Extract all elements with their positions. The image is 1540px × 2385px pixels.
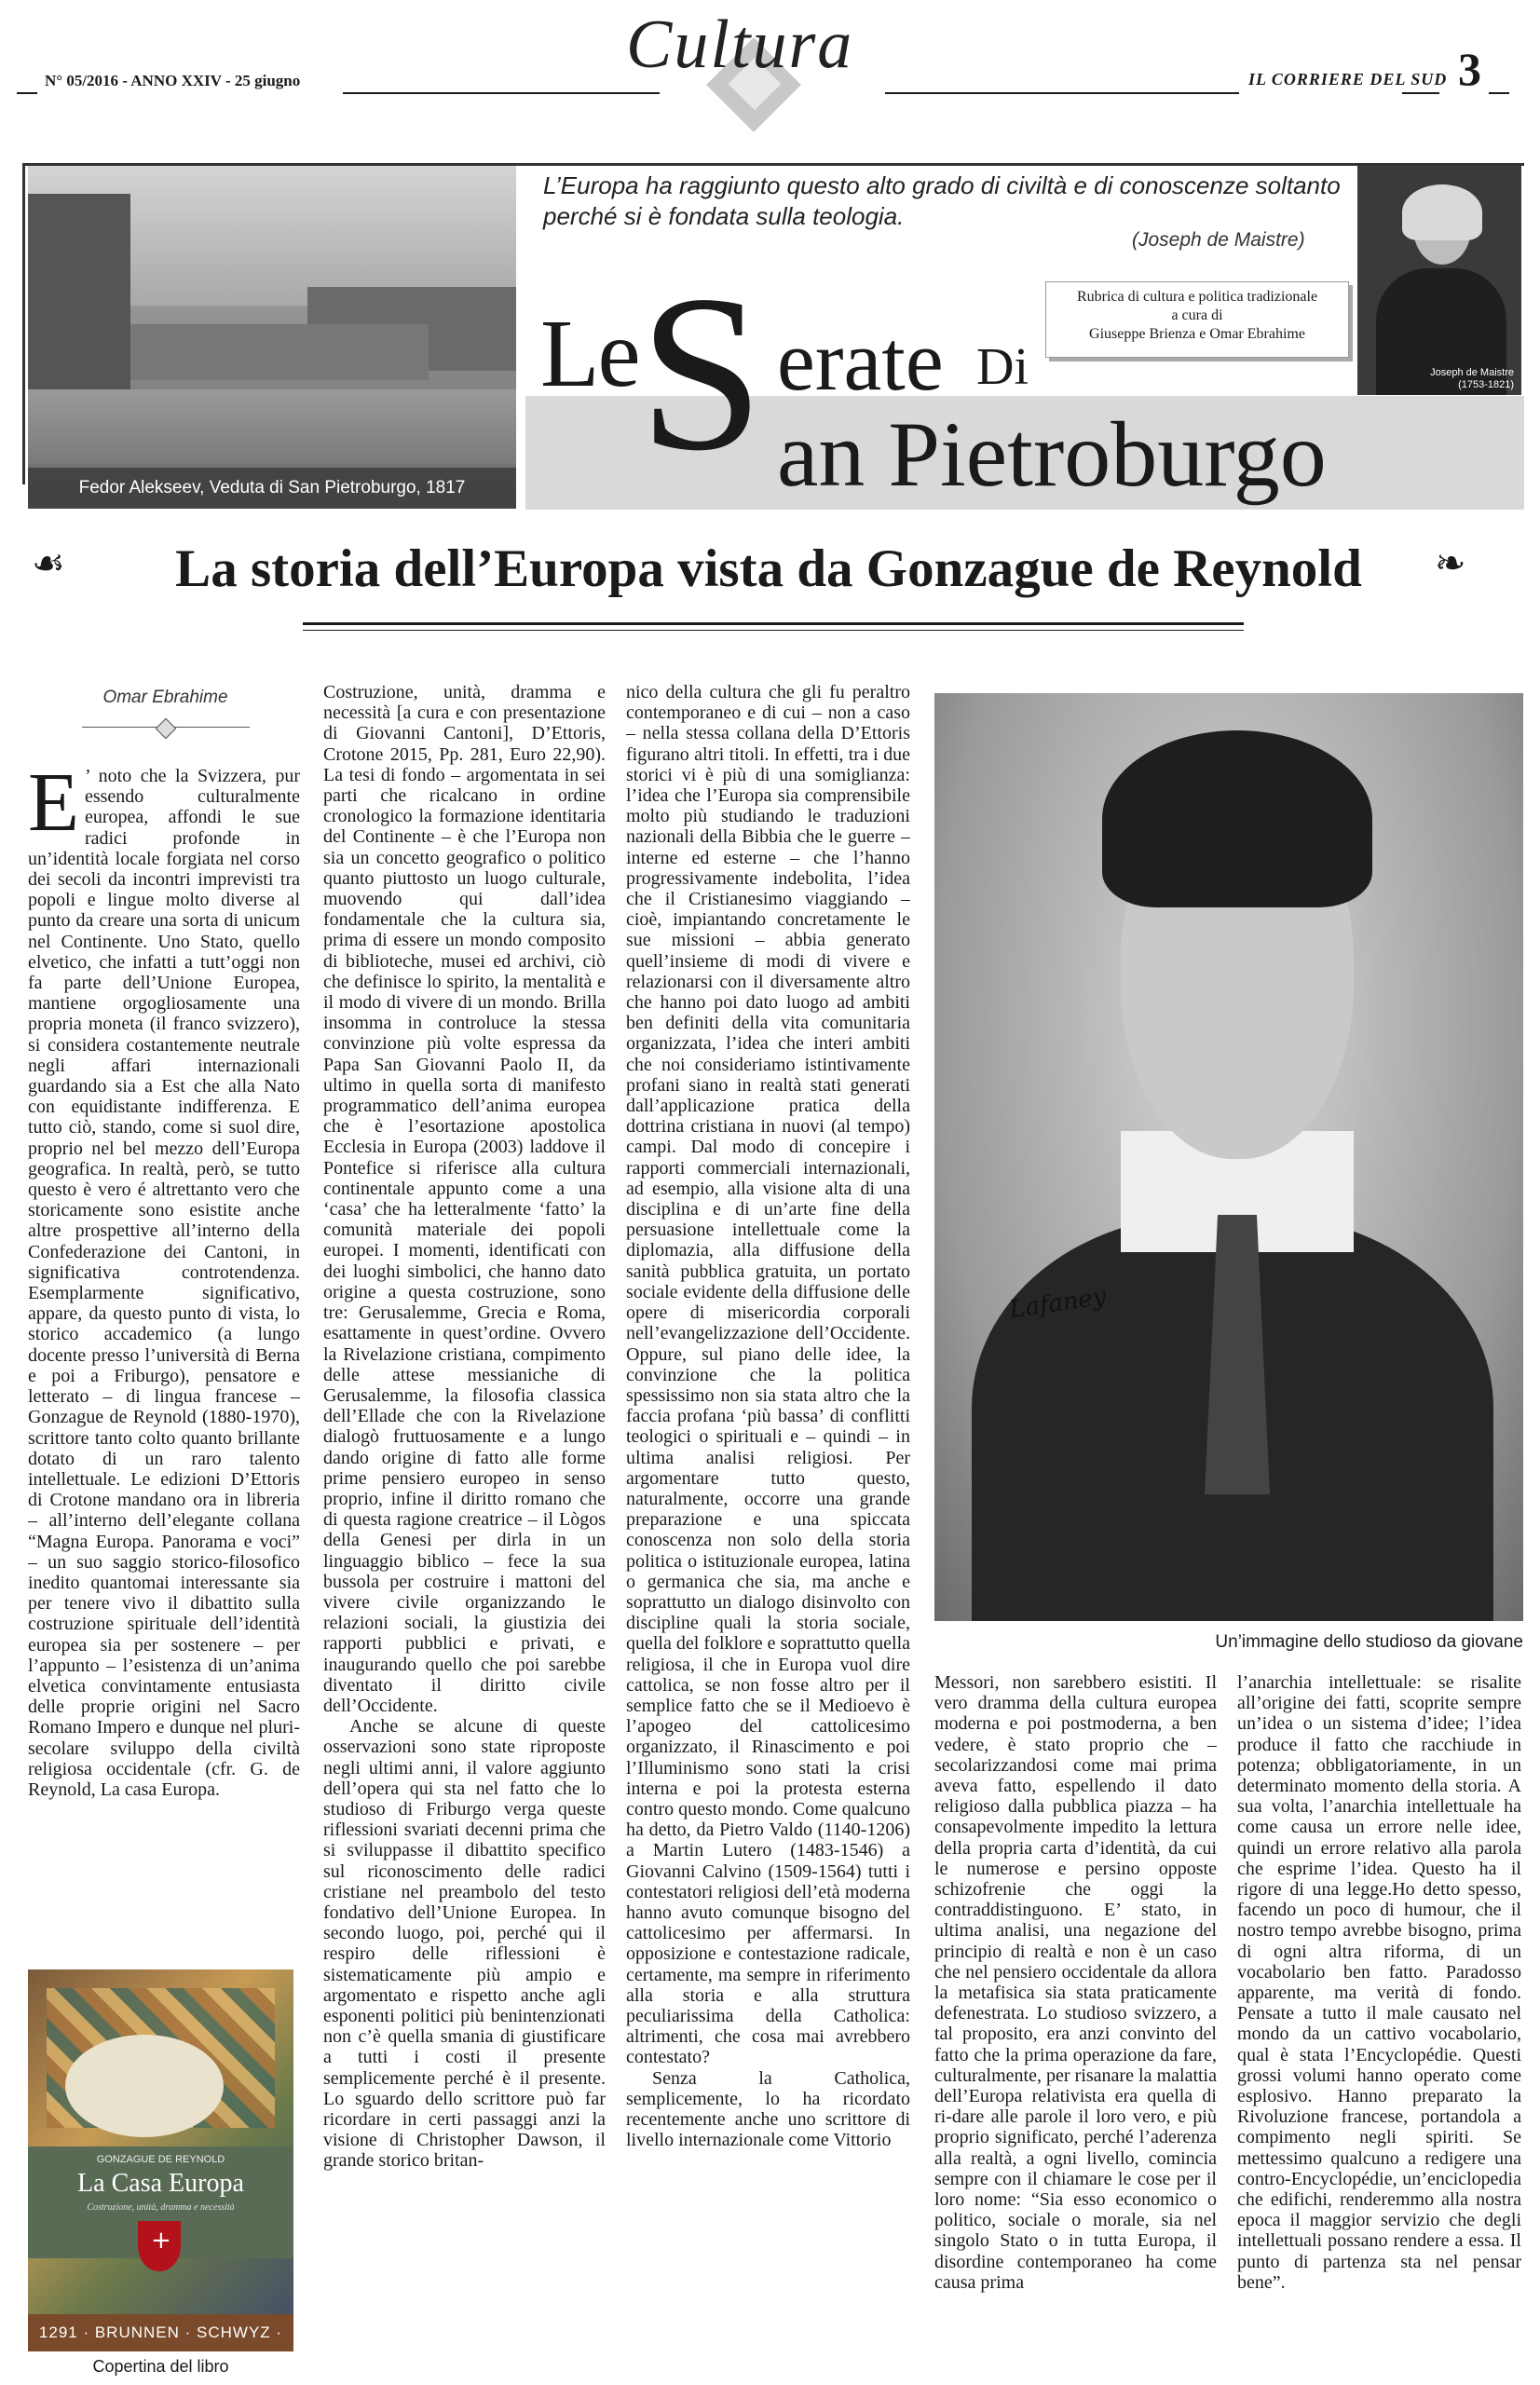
- book-caption: Copertina del libro: [92, 2357, 229, 2376]
- newspaper-name: IL CORRIERE DEL SUD: [1248, 70, 1448, 89]
- book-subtitle: Costruzione, unità, dramma e necessità: [87, 2202, 235, 2213]
- banner-left-rule: [22, 163, 25, 484]
- portrait-caption-years: (1753-1821): [1458, 379, 1514, 390]
- book-author: GONZAGUE DE REYNOLD: [96, 2154, 225, 2165]
- article-headline: La storia dell’Europa vista da Gonzague de Reynold: [175, 539, 1362, 598]
- column-title-le: Le: [540, 300, 639, 407]
- drop-cap: E: [28, 766, 79, 849]
- headline-rule: [303, 622, 1244, 625]
- byline-diamond-icon: [156, 718, 177, 740]
- photo-caption: Un’immagine dello studioso da giovane: [1215, 1632, 1523, 1652]
- rubrica-line-1: Rubrica di cultura e politica tradizionale: [1076, 289, 1318, 305]
- headline-rule-thin: [303, 630, 1244, 631]
- book-bottom-band: 1291 · BRUNNEN · SCHWYZ ·: [28, 2314, 293, 2351]
- author-byline: Omar Ebrahime: [102, 688, 228, 707]
- rubrica-line-3: Giuseppe Brienza e Omar Ebrahime: [1089, 326, 1305, 342]
- epigraph-author: (Joseph de Maistre): [1132, 229, 1305, 251]
- article-column-4: [934, 1672, 1217, 2371]
- column-1-paragraph: ’ noto che la Svizzera, pur essendo culturalmente europea, affondi le sue radici profonde in un’identità locale forgiata nel corso dei secoli da incontri imprevisti tra popoli e lingue molto diverse al punto da creare una sorta di unicum nel Continente. Uno Stato, quello elvetico, che infatti a tutt’oggi non fa parte dell’Unione Europea, mantiene orgogliosamente una propria moneta (il franco svizzero), si considera costantemente neutrale negli affari internazionali guardando sia a Est che alla Nato con equidistante indifferenza. E tutto ciò, stando, come si suol dire, proprio nel bel mezzo dell’Europa geografica. In realtà, però, se tutto questo è vero é altrettanto vero che storicamente sono esistite anche altre prospettive all’interno della Confederazione dei Cantoni, in significativa controtendenza. Esemplarmente significativo, appare, da questo punto di vista, lo storico accademico (a lungo docente presso l’università di Berna e poi a Friburgo), pensatore e letterato – di lingua francese – Gonzague de Reynold (1880-1970), scrittore tanto colto quanto brillante dotato di un raro talento intellettuale. Le edizioni D’Ettoris di Crotone mandano ora in libreria – all’interno dell’elegante collana “Magna Europa. Panorama e voci” – un suo saggio storico-filosofico inedito quantomai interessante sia per tenere vivo il dibattito sulla costruzione spirituale dell’identità europea sia per sostenere – per l’appunto – l’esistenza di un’anima elvetica convintamente entusiasta delle proprie origini nel Sacro Romano Impero e dunque nel pluri-secolare sviluppo della civiltà religiosa occidentale (cfr. G. de Reynold, La casa Europa.: [28, 766, 300, 1800]
- article-column-2: [323, 682, 606, 2368]
- ornament-right-icon: ❧: [1435, 542, 1466, 585]
- article-column-5: [1237, 1672, 1521, 2371]
- header-rule-mid-right: [885, 92, 1239, 94]
- header-rule-end: [1489, 92, 1509, 94]
- article-column-3: [626, 682, 910, 2368]
- book-title: La Casa Europa: [77, 2169, 244, 2198]
- page-number: 3: [1458, 43, 1481, 95]
- column-title-di: Di: [976, 338, 1029, 396]
- column-2-paragraph-1: Costruzione, unità, dramma e necessità [a cura e con presentazione di Giovanni Cantoni], D’Ettoris, Crotone 2015, Pp. 281, Euro 22,90). La tesi di fondo – argomentata in sei parti che ricalcano in ordine cronologico la formazione identitaria del Continente – è che l’Europa non sia un concetto geografico o politico quanto piuttosto un luogo culturale, muovendo qui dall’idea fondamentale che la cultura sia, prima di essere un mondo composito di biblioteche, musei ed archivi, ciò che definisce lo spirito, la mentalità e il modo di vivere di un mondo. Brilla insomma in controluce la stessa convinzione più volte espressa da Papa San Giovanni Paolo II, da ultimo in quella sorta di manifesto programmatico dell’anima europea che è l’esortazione apostolica Ecclesia in Europa (2003) laddove il Pontefice si riferisce alla cultura continentale appunto come a una ‘casa’ che ha letteralmente ‘fatto’ la comunità materiale dei popoli europei. I momenti, identificati con dei luoghi simbolici, che hanno dato origine a questa costruzione, sono tre: Gerusalemme, Grecia e Roma, esattamente in quest’ordine. Ovvero la Rivelazione cristiana, compimento delle attese messianiche di Gerusalemme, la filosofia classica dell’Ellade che con la Rivelazione dialogò fruttuosamente e a lungo dando origine di fatto alle forme prime pensiero europeo in senso proprio, infine il diritto romano che di questa ragione creatrice – il Lògos della Genesi per dirla in un linguaggio biblico – fece la sua bussola per costruire i mattoni del vivere civile organizzando le relazioni sociali, la giustizia dei rapporti pubblici e privati, e inaugurando quello che poi sarebbe diventato il diritto civile dell’Occidente.: [323, 682, 606, 1716]
- column-title-initial: S: [639, 249, 764, 497]
- header-rule-left: [17, 92, 37, 94]
- section-title: Cultura: [626, 7, 854, 83]
- column-2-paragraph-2: Anche se alcune di queste osservazioni sono state riproposte negli ultimi anni, il valore aggiunto dell’opera qui sta nel fatto che lo studioso di Friburgo verga queste riflessioni svariati decenni prima che si sviluppasse il dibattito specifico sul riconoscimento delle radici cristiane nel preambolo del testo fondativo dell’Unione Europea. In secondo luogo, poi, perché qui il respiro delle riflessioni è sistematicamente più ampio e argomentato e rispetto anche agli esponenti politici più benintenzionati non c’è quella smania di giustificare a tutti i costi il presente semplicemente perché è il presente. Lo sguardo dello scrittore può far ricordare in certi passaggi anzi la visione di Christopher Dawson, il grande storico britan-: [323, 1716, 606, 2172]
- de-maistre-portrait: [1357, 166, 1521, 395]
- portrait-caption: [1357, 367, 1521, 391]
- section-masthead: [615, 0, 922, 154]
- painting-caption: Fedor Alekseev, Veduta di San Pietroburgo, 1817: [28, 468, 516, 509]
- ornament-left-icon: ☙: [32, 542, 65, 585]
- article-column-1: [28, 766, 300, 1949]
- portrait-caption-name: Joseph de Maistre: [1430, 367, 1514, 378]
- swiss-shield-icon: [138, 2221, 181, 2271]
- column-5-paragraph: l’anarchia intellettuale: se risalite all’origine dei fatti, scoprite sempre un’idea o un sistema d’idee; l’idea produce il fatto che racchiude in potenza; obbligatoriamente, in un determinato momento della storia. A sua volta, l’anarchia intellettuale ha come causa un errore nelle idee, quindi un errore relativo alla parola che esprime l’idea. Questo ha il rigore di una legge.Ho detto spesso, facendo un poco di humour, che il nostro tempo avrebbe bisogno, prima di ogni altra riforma, di un vocabolario ben fatto. Paradosso apparente, ma verità di fondo. Pensate a tutto il male causato nel mondo da un cattivo vocabolario, qual è stata l’Encyclopédie. Questi grossi volumi hanno operato come esplosivo. Hanno preparato la Rivoluzione francese, portandola a compimento negli spiriti. Se mettessimo qualcuno a redigere una contro-Encyclopédie, un’enciclopedia che edifichi, renderemmo alla nostra epoca il maggior servizio che degli intellettuali possano rendere a essa. Il punto di partenza sta nel pensar bene”.: [1237, 1672, 1521, 2293]
- book-cover: [28, 1969, 293, 2351]
- photo-signature: Lafaney: [1007, 1282, 1109, 1325]
- column-4-paragraph: Messori, non sarebbero esistiti. Il vero dramma della cultura europea moderna e poi postmoderna, a ben vedere, è stato proprio che – secolarizzandosi come mai prima aveva fatto, espellendo il dato religioso dalla pubblica piazza – ha consapevolmente impedito la lettura della propria carta d’identità, da cui le numerose e persino opposte schizofrenie che oggi la contraddistinguono. E’ stato, in ultima analisi, una negazione del principio di realtà e non è un caso che nel pensiero occidentale da allora la metafisica sia stata praticamente defenestrata. Lo studioso svizzero, a tal proposito, era anzi convinto del fatto che la prima operazione da fare, culturalmente, per risanare la malattia dell’Europa relativista era quella di ri-dare alle parole il loro vero, e più proprio significato, perché l’aderenza alla realtà, a ogni livello, comincia sempre con il chiamare le cose per il loro nome: “Sia esso economico o politico, sociale o morale, sia nel singolo Stato o in tutta Europa, il disordine contemporaneo ha come causa prima: [934, 1672, 1217, 2293]
- column-title-erate: erate: [777, 313, 944, 408]
- header-rule-right: [1402, 92, 1439, 94]
- header-rule-mid-left: [343, 92, 660, 94]
- epigraph-quote: L’Europa ha raggiunto questo alto grado di civiltà e di conoscenze soltanto perché si è fondata sulla teologia.: [543, 171, 1341, 230]
- issue-info: N° 05/2016 - ANNO XXIV - 25 giugno: [45, 72, 301, 89]
- reynold-photo: [934, 693, 1523, 1621]
- rubrica-box: [1045, 281, 1349, 358]
- rubrica-line-2: a cura di: [1171, 307, 1223, 323]
- st-petersburg-painting: [28, 166, 516, 509]
- column-title-pietroburgo: an Pietroburgo: [777, 402, 1327, 506]
- column-3-paragraph-1: nico della cultura che gli fu peraltro contemporaneo e di cui – non a caso – nella stessa collana della D’Ettoris figurano altri titoli. In effetti, tra i due storici vi è più di una somiglianza: l’idea che l’Europa sia comprensibile molto più studiando le traduzioni nazionali della Bibbia che le guerre – interne ed esterne – che l’hanno progressivamente indebolita, l’idea che il Cristianesimo viaggiando – cioè, impiantando concretamente le sue missioni – abbia generato quell’insieme di modi di vivere e relazionarsi con il diversamente altro che hanno poi dato luogo ad ambiti ben definiti della vita comunitaria organizzata, l’idea che interi ambiti che noi consideriamo istintivamente profani siano in realtà stati generati dall’applicazione pratica della dottrina cristiana in nuovi (al tempo) campi. Dal modo di concepire i rapporti commerciali internazionali, ad esempio, alla visione alta di una disciplina e di un’arte fine della persuasione intellettuale come la diplomazia, alla diffusione della sanità pubblica gratuita, un portato sociale evidente della diffusione delle opere di misericordia corporali nell’evangelizzazione dell’Occidente. Oppure, sul piano delle idee, la convinzione che la politica spessissimo non sia stata altro che la faccia profana ‘più bassa’ di conflitti teologici o spirituali e – quindi – in ultima analisi religiosi. Per argomentare tutto questo, naturalmente, occorre una grande preparazione e una spiccata conoscenza non solo della storia politica o istituzionale europea, latina o germanica che sia, ma anche e soprattutto un dialogo disinvolto con discipline quali la storia sociale, quella del folklore e soprattutto quella religiosa, il che in Europa vuol dire cattolica, se non fosse altro per il semplice fatto che se il Medioevo è l’apogeo del cattolicesimo organizzato, il Rinascimento e poi l’Illuminismo sono stati la crisi interna e poi la protesta esterna contro questo mondo. Come qualcuno ha detto, da Pietro Valdo (1140-1206) a Martin Lutero (1483-1546) a Giovanni Calvino (1509-1564) tutti i contestatori religiosi dell’età moderna hanno avuto comunque bisogno del cattolicesimo per affermarsi. In opposizione e contestazione radicale, certamente, ma sempre in riferimento alla storia e alla struttura peculiarissima della Catholica: altrimenti, che cosa mai avrebbero contestato?: [626, 682, 910, 2068]
- column-3-paragraph-2: Senza la Catholica, semplicemente, lo ha ricordato recentemente anche uno scrittore di livello internazionale come Vittorio: [626, 2067, 910, 2151]
